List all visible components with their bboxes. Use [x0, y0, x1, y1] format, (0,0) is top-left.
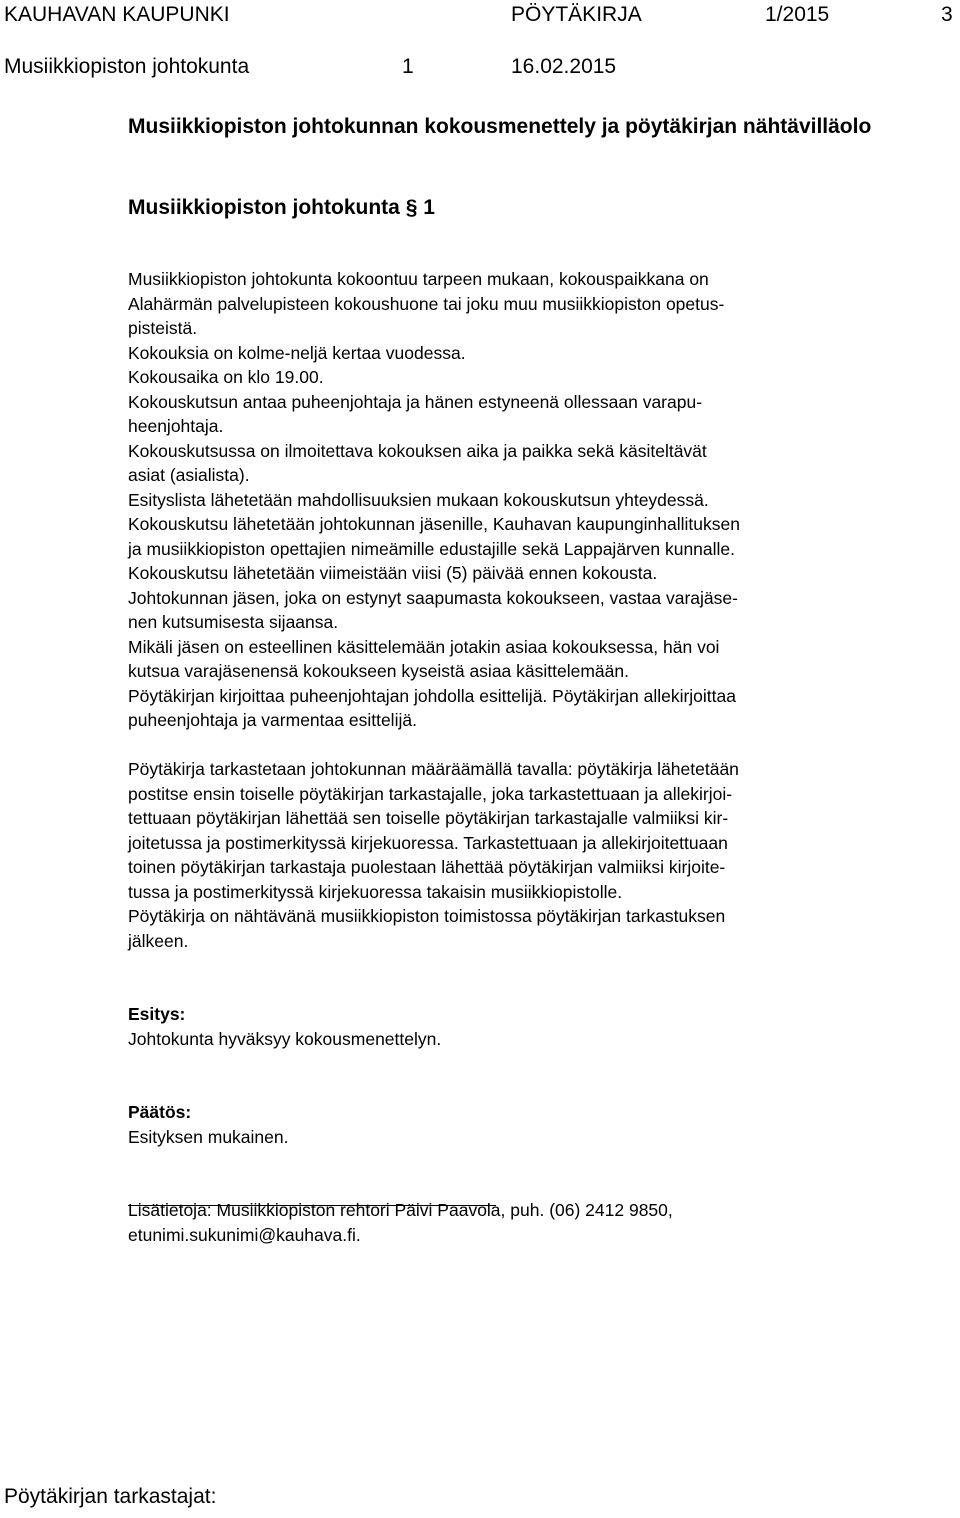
paragraph-line: Johtokunnan jäsen, joka on estynyt saapumasta kokoukseen, vastaa varajäse- [128, 587, 738, 608]
paragraph-line: Kokouskutsu lähetetään johtokunnan jäsenille, Kauhavan kaupunginhallituksen [128, 514, 740, 534]
decision-block [128, 1100, 888, 1149]
section-body-name: Musiikkiopiston johtokunta [128, 196, 400, 219]
paragraph-gap [128, 733, 888, 758]
decision-text: Esityksen mukainen. [128, 1126, 289, 1147]
paragraph-line: joitetussa ja postimerkityssä kirjekuoressa. Tarkastettuaan ja allekirjoitettuaan [128, 832, 728, 853]
procedure-paragraph [128, 267, 888, 733]
paragraph-line: Mikäli jäsen on esteellinen käsittelemään jotakin asiaa kokouksessa, hän voi [128, 636, 720, 657]
paragraph-gap [128, 1076, 888, 1101]
meeting-date: 16.02.2015 [511, 55, 617, 78]
paragraph-line: toinen pöytäkirjan tarkastaja puolestaan lähettää pöytäkirjan valmiiksi kirjoite- [128, 857, 726, 877]
body-name: Musiikkiopiston johtokunta [4, 55, 250, 78]
paragraph-line: Pöytäkirja tarkastetaan johtokunnan määräämällä tavalla: pöytäkirja lähetetään [128, 759, 739, 779]
paragraph-line: Pöytäkirja on nähtävänä musiikkiopiston toimistossa pöytäkirjan tarkastuksen [128, 906, 726, 926]
paragraph-line: heenjohtaja. [128, 416, 224, 436]
paragraph-line: kutsua varajäsenensä kokoukseen kyseistä asiaa käsittelemään. [128, 661, 629, 681]
paragraph-line: postitse ensin toiselle pöytäkirjan tarkastajalle, joka tarkastettuaan ja allekirjoi- [128, 783, 733, 804]
city-name: KAUHAVAN KAUPUNKI [4, 3, 230, 26]
paragraph-line: Kokousaika on klo 19.00. [128, 367, 324, 387]
paragraph-line: nen kutsumisesta sijaansa. [128, 612, 339, 632]
paragraph-line: tussa ja postimerkityssä kirjekuoressa takaisin musiikkiopistolle. [128, 881, 623, 902]
paragraph-gap [128, 953, 888, 978]
agenda-item-title: Musiikkiopiston johtokunnan kokousmenettely ja pöytäkirjan nähtävilläolo [128, 115, 872, 138]
section-heading [128, 193, 435, 222]
paragraph-line: puheenjohtaja ja varmentaa esittelijä. [128, 710, 417, 730]
paragraph-line: Pöytäkirjan kirjoittaa puheenjohtajan johdolla esittelijä. Pöytäkirjan allekirjoittaa [128, 685, 736, 706]
paragraph-line: jälkeen. [128, 930, 189, 951]
paragraph-line: asiat (asialista). [128, 465, 250, 485]
paragraph-line: Kokouskutsu lähetetään viimeistään viisi (5) päivää ennen kokousta. [128, 563, 658, 583]
paragraph-gap [128, 1149, 888, 1174]
paragraph-gap [128, 978, 888, 1003]
document-type: PÖYTÄKIRJA [511, 3, 642, 26]
paragraph-line: Alahärmän palvelupisteen kokoushuone tai joku muu musiikkiopiston opetus- [128, 293, 725, 314]
proposal-text: Johtokunta hyväksyy kokousmenettelyn. [128, 1028, 442, 1049]
paragraph-line: tettuaan pöytäkirjan lähettää sen toiselle pöytäkirjan tarkastajalle valmiiksi kir- [128, 808, 729, 828]
paragraph-line: ja musiikkiopiston opettajien nimeämille edustajille sekä Lappajärven kunnalle. [128, 538, 736, 559]
paragraph-line: Kokouskutsussa on ilmoitettava kokouksen aika ja paikka sekä käsiteltävät [128, 440, 707, 461]
decision-label: Päätös: [128, 1102, 192, 1122]
paragraph-line: Kokouskutsun antaa puheenjohtaja ja hänen estyneenä ollessaan varapu- [128, 391, 703, 412]
proposal-label: Esitys: [128, 1004, 186, 1024]
document-number: 1/2015 [765, 3, 830, 26]
section-number: 1 [423, 196, 435, 219]
contact-line: Lisätietoja: Musiikkiopiston rehtori Päivi Paavola, puh. (06) 2412 9850, [128, 1200, 673, 1220]
reviewers-label: Pöytäkirjan tarkastajat: [4, 1485, 217, 1508]
paragraph-line: pisteistä. [128, 318, 198, 338]
section-sign: § [405, 196, 418, 219]
paragraph-line: Musiikkiopiston johtokunta kokoontuu tarpeen mukaan, kokouspaikkana on [128, 269, 709, 289]
contact-email: etunimi.sukunimi@kauhava.fi. [128, 1224, 361, 1245]
item-number: 1 [402, 55, 414, 78]
paragraph-line: Esityslista lähetetään mahdollisuuksien mukaan kokouskutsun yhteydessä. [128, 489, 709, 510]
review-paragraph [128, 757, 888, 953]
separator-line [128, 1205, 496, 1206]
paragraph-gap [128, 1051, 888, 1076]
page-number: 3 [941, 3, 953, 26]
paragraph-line: Kokouksia on kolme-neljä kertaa vuodessa. [128, 342, 466, 363]
proposal-block [128, 1002, 888, 1051]
minutes-body [128, 267, 888, 1247]
paragraph-gap [128, 1174, 888, 1199]
